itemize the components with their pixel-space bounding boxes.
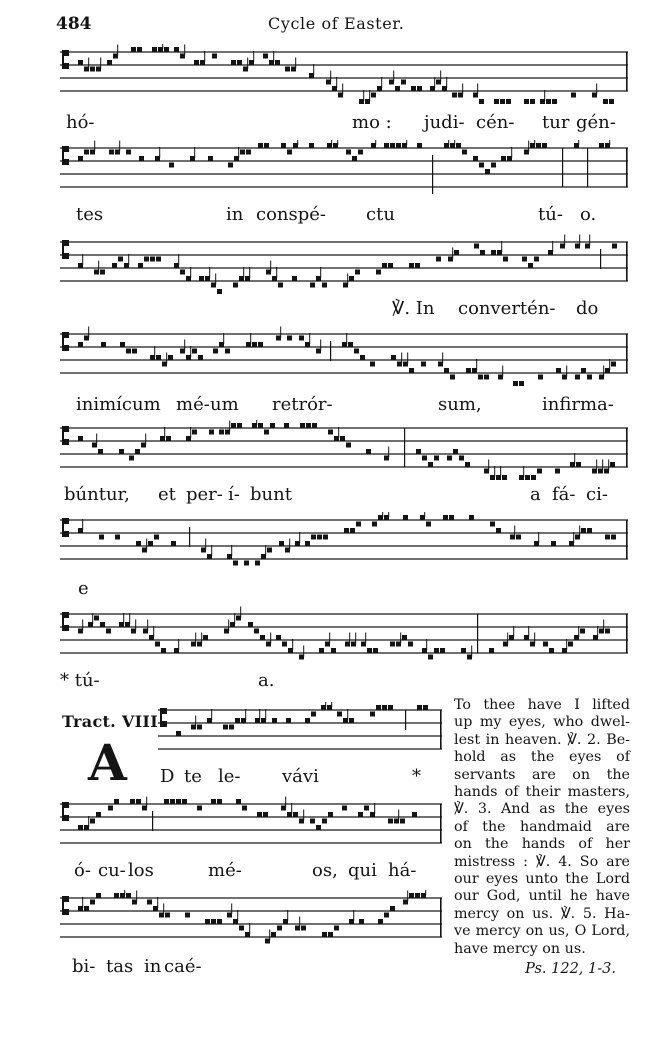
syllable: ó- [74,860,91,881]
syllable: tes [76,204,104,225]
lyric-line [60,578,628,604]
translation-line: hold as the eyes of [454,749,630,766]
chant-system-3 [60,234,628,326]
chant-staff [60,326,628,386]
chant-staff [60,140,628,200]
syllable: te [184,766,202,787]
syllable: tur [542,112,570,133]
chant-system-10 [60,890,442,982]
lyric-line [60,298,628,324]
translation-line: up my eyes, who dwel- [454,714,630,731]
syllable: vávi [282,766,319,787]
syllable: mé- [176,394,210,415]
syllable: bunt [250,484,292,505]
syllable: cu- [98,860,126,881]
syllable: inimícum [76,394,161,415]
chant-system-9 [60,796,442,888]
lyric-line [60,670,628,696]
syllable: D [160,766,175,787]
syllable: judi- [424,112,465,133]
page-header [56,14,626,38]
syllable: sum, [438,394,482,415]
syllable: * tú- [60,670,100,691]
syllable: hó- [66,112,95,133]
translation-line: our eyes unto the Lord [454,871,630,888]
translation-line: ℣. 3. And as the eyes [454,801,630,818]
english-translation [454,697,630,958]
chant-staff [60,796,442,856]
syllable: le- [218,766,241,787]
syllable: a [530,484,541,505]
syllable: búntur, [64,484,130,505]
syllable: retrór- [272,394,333,415]
syllable: os, [312,860,338,881]
syllable: a. [258,670,275,691]
lyric-line [60,860,442,886]
translation-line: ve mercy on us, O Lord, [454,923,630,940]
translation-line: hands of their masters, [454,784,630,801]
syllable: caé- [164,956,202,977]
chant-staff [158,702,442,762]
syllable: los [128,860,154,881]
drop-cap-initial: A [88,733,127,792]
syllable: tú- [538,204,563,225]
syllable: ci- [586,484,608,505]
syllable: fá- [552,484,576,505]
syllable: tas [106,956,134,977]
lyric-line [158,766,442,792]
syllable: mo : [352,112,392,133]
translation-line: have mercy on us. [454,940,586,957]
syllable: * [412,766,421,787]
chant-staff [60,234,628,294]
syllable: ctu [366,204,395,225]
translation-line: lest in heaven. ℣. 2. Be- [454,731,630,748]
syllable: bi- [72,956,96,977]
syllable: gén- [576,112,616,133]
syllable: o. [580,204,597,225]
chant-staff [60,606,628,666]
lyric-line [60,956,442,982]
running-title: Cycle of Easter. [268,14,405,33]
translation-line: our God, until he have [454,888,630,905]
translation-line: servants are on the [454,766,630,783]
lyric-line [60,394,628,420]
syllable: há- [388,860,417,881]
chant-staff [60,44,628,104]
syllable: e [78,578,89,599]
syllable: um [210,394,239,415]
syllable: mé- [208,860,242,881]
page-number: 484 [56,14,92,34]
chant-system-2 [60,140,628,232]
chant-system-5 [60,420,628,512]
lyric-line [60,112,628,138]
translation-line: mercy on us. ℣. 5. Ha- [454,905,630,922]
chant-staff [60,890,442,950]
syllable: ℣. In [392,298,435,319]
syllable: et [158,484,176,505]
tract-label: Tract. VIII [62,712,158,731]
chant-system-8 [158,702,442,794]
syllable: conspé- [256,204,327,225]
translation-line: To thee have I lifted [454,697,630,713]
chant-system-7 [60,606,628,698]
lyric-line [60,204,628,230]
syllable: cén- [476,112,515,133]
syllable: in [144,956,162,977]
syllable: in [226,204,244,225]
syllable: do [576,298,599,319]
translation-line: on the hands of her [454,836,630,853]
syllable: qui [348,860,377,881]
syllable: per- [186,484,223,505]
chant-system-4 [60,326,628,418]
syllable: convertén- [458,298,556,319]
chant-system-1 [60,44,628,136]
syllable: infirma- [542,394,614,415]
syllable: í- [228,484,240,505]
chant-staff [60,420,628,480]
psalm-citation: Ps. 122, 1-3. [525,961,616,977]
translation-line: of the handmaid are [454,818,630,835]
translation-line: mistress : ℣. 4. So are [454,853,630,870]
chant-system-6 [60,512,628,604]
chant-staff [60,512,628,572]
lyric-line [60,484,628,510]
